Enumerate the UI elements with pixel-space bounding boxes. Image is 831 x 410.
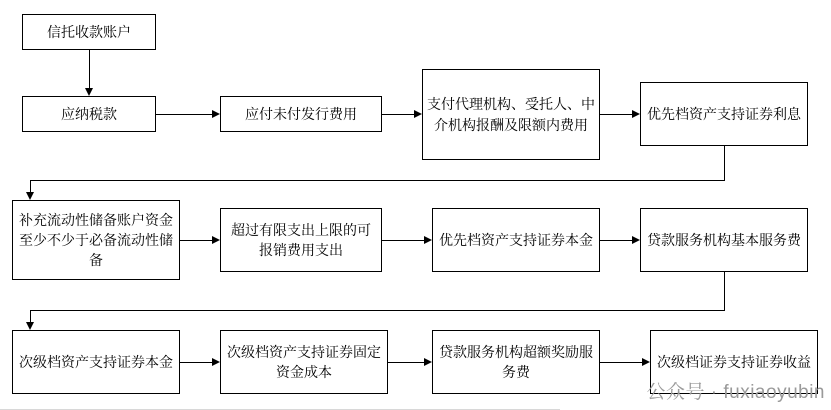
arrow-n4-n5 <box>632 110 640 118</box>
connector-n12-n13 <box>600 362 642 363</box>
node-tax-payable <box>22 96 156 132</box>
arrow-n11-n12 <box>424 358 432 366</box>
node-unpaid-issuance-fee <box>220 96 382 132</box>
connector-to-n10 <box>30 310 31 322</box>
arrow-n10-n11 <box>212 358 220 366</box>
connector-n3-n4 <box>382 114 414 115</box>
arrow-n3-n4 <box>414 110 422 118</box>
connector-n8-n9 <box>600 240 632 241</box>
connector-n5-drop <box>724 146 725 180</box>
node-label: 应纳税款 <box>61 105 117 122</box>
node-trust-collection-account <box>22 14 156 50</box>
arrow-n1-n2 <box>85 88 93 96</box>
connector-n11-n12 <box>388 362 424 363</box>
node-label: 贷款服务机构超额奖励服务费 <box>439 343 593 380</box>
node-senior-abs-interest <box>640 82 808 146</box>
connector-n9-drop <box>724 272 725 310</box>
node-label: 优先档资产支持证券利息 <box>647 105 801 122</box>
node-subordinated-abs-principal <box>12 330 180 394</box>
node-label: 次级档资产支持证券本金 <box>19 353 173 370</box>
arrow-n12-n13 <box>642 358 650 366</box>
connector-n6-n7 <box>180 240 212 241</box>
connector-n2-n3 <box>156 114 212 115</box>
connector-n1-n2 <box>89 50 90 88</box>
node-servicer-basic-fee <box>640 208 808 272</box>
arrow-n2-n3 <box>212 110 220 118</box>
connector-to-n6 <box>30 180 31 192</box>
node-label: 补充流动性储备账户资金至少不少于必备流动性储备 <box>19 211 173 269</box>
arrow-into-n10 <box>26 322 34 330</box>
arrow-n6-n7 <box>212 236 220 244</box>
connector-n4-n5 <box>600 114 632 115</box>
node-subordinated-abs-fixed-funding-cost <box>220 330 388 394</box>
connector-row1-to-row2 <box>30 180 725 181</box>
node-label: 优先档资产支持证券本金 <box>439 231 593 248</box>
node-servicer-excess-incentive-fee <box>432 330 600 394</box>
node-senior-abs-principal <box>432 208 600 272</box>
node-label: 贷款服务机构基本服务费 <box>647 231 801 248</box>
node-label: 应付未付发行费用 <box>245 105 357 122</box>
node-label: 次级档资产支持证券固定资金成本 <box>227 343 381 380</box>
node-agency-trustee-intermediary-fee <box>422 69 600 160</box>
watermark-text: 公众号 · fuxiaoyubin <box>646 382 825 403</box>
node-liquidity-reserve-replenishment <box>12 200 180 280</box>
arrow-n8-n9 <box>632 236 640 244</box>
connector-row2-to-row3 <box>30 310 725 311</box>
connector-n7-n8 <box>382 240 424 241</box>
arrow-into-n6 <box>26 192 34 200</box>
node-label: 超过有限支出上限的可报销费用支出 <box>231 221 371 258</box>
node-label: 次级档证券支持证券收益 <box>657 353 811 370</box>
connector-n10-n11 <box>180 362 212 363</box>
arrow-n7-n8 <box>424 236 432 244</box>
node-label: 信托收款账户 <box>47 23 131 40</box>
node-label: 支付代理机构、受托人、中介机构报酬及限额内费用 <box>427 96 595 133</box>
node-reimbursable-expense-over-cap <box>220 208 382 272</box>
